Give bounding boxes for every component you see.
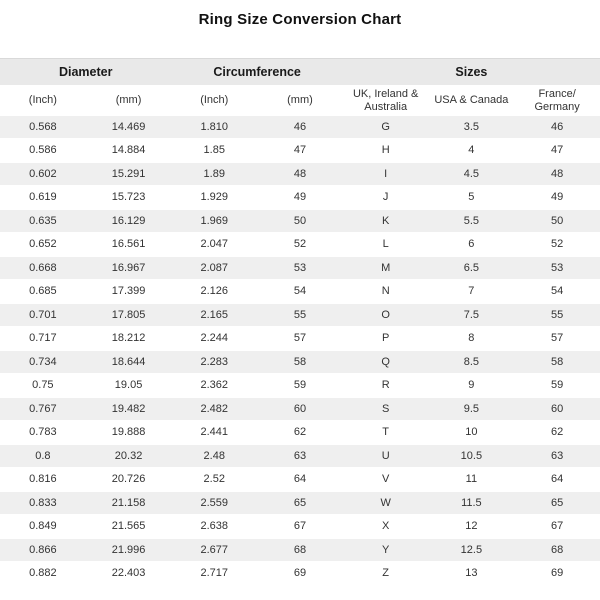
table-row (0, 444, 600, 468)
table-cell: 16.129 (86, 209, 172, 233)
table-cell: N (343, 280, 429, 304)
table-cell: 0.602 (0, 162, 86, 186)
table-row (0, 491, 600, 515)
table-cell: 10 (429, 421, 515, 445)
table-cell: 65 (514, 491, 600, 515)
table-cell: 12.5 (429, 538, 515, 562)
col-header-france-germany: France/ Germany (514, 85, 600, 116)
table-cell: 8.5 (429, 350, 515, 374)
table-row (0, 209, 600, 233)
table-row (0, 327, 600, 351)
table-cell: 60 (514, 397, 600, 421)
table-cell: 1.969 (171, 209, 257, 233)
table-cell: 15.291 (86, 162, 172, 186)
table-cell: 2.362 (171, 374, 257, 398)
table-cell: 2.126 (171, 280, 257, 304)
table-cell: T (343, 421, 429, 445)
table-cell: Y (343, 538, 429, 562)
table-cell: 59 (257, 374, 343, 398)
table-cell: Z (343, 562, 429, 586)
table-cell: 16.561 (86, 233, 172, 257)
table-cell: 55 (514, 303, 600, 327)
table-row (0, 256, 600, 280)
page-title: Ring Size Conversion Chart (198, 11, 402, 28)
table-cell: 2.283 (171, 350, 257, 374)
table-cell: 0.568 (0, 116, 86, 139)
table-cell: 2.165 (171, 303, 257, 327)
table-row (0, 468, 600, 492)
table-cell: 18.644 (86, 350, 172, 374)
table-cell: 2.677 (171, 538, 257, 562)
table-cell: 9.5 (429, 397, 515, 421)
table-row (0, 162, 600, 186)
table-body (0, 116, 600, 585)
table-cell: V (343, 468, 429, 492)
table-cell: U (343, 444, 429, 468)
table-cell: 2.047 (171, 233, 257, 257)
table-cell: 0.668 (0, 256, 86, 280)
table-cell: 5 (429, 186, 515, 210)
table-cell: 2.48 (171, 444, 257, 468)
table-cell: 59 (514, 374, 600, 398)
group-header-sizes: Sizes (343, 59, 600, 86)
table-cell: 58 (514, 350, 600, 374)
table-cell: 4 (429, 139, 515, 163)
table-cell: H (343, 139, 429, 163)
table-cell: 17.805 (86, 303, 172, 327)
table-cell: 46 (514, 116, 600, 139)
table-cell: 54 (257, 280, 343, 304)
table-cell: 63 (257, 444, 343, 468)
table-cell: 0.586 (0, 139, 86, 163)
table-cell: P (343, 327, 429, 351)
table-cell: 6.5 (429, 256, 515, 280)
table-cell: M (343, 256, 429, 280)
table-cell: 62 (257, 421, 343, 445)
table-cell: R (343, 374, 429, 398)
col-header-circumference-inch: (Inch) (171, 85, 257, 116)
col-header-diameter-mm: (mm) (86, 85, 172, 116)
table-cell: Q (343, 350, 429, 374)
table-cell: 0.767 (0, 397, 86, 421)
table-cell: 53 (257, 256, 343, 280)
table-cell: 2.559 (171, 491, 257, 515)
table-cell: 67 (257, 515, 343, 539)
table-cell: 3.5 (429, 116, 515, 139)
table-cell: J (343, 186, 429, 210)
table-cell: 0.717 (0, 327, 86, 351)
col-header-usa-canada: USA & Canada (429, 85, 515, 116)
table-row (0, 397, 600, 421)
table-cell: L (343, 233, 429, 257)
table-cell: 69 (257, 562, 343, 586)
col-header-diameter-inch: (Inch) (0, 85, 86, 116)
table-cell: 57 (257, 327, 343, 351)
table-row (0, 538, 600, 562)
table-cell: 47 (514, 139, 600, 163)
table-cell: 12 (429, 515, 515, 539)
table-cell: 69 (514, 562, 600, 586)
table-row (0, 186, 600, 210)
table-cell: 62 (514, 421, 600, 445)
table-cell: 2.441 (171, 421, 257, 445)
table-cell: 19.482 (86, 397, 172, 421)
table-cell: 53 (514, 256, 600, 280)
table-cell: 1.85 (171, 139, 257, 163)
table-cell: 20.726 (86, 468, 172, 492)
table-cell: 7.5 (429, 303, 515, 327)
table-cell: 0.849 (0, 515, 86, 539)
table-cell: 21.158 (86, 491, 172, 515)
table-cell: 18.212 (86, 327, 172, 351)
table-cell: 11.5 (429, 491, 515, 515)
table-cell: 2.717 (171, 562, 257, 586)
table-cell: 15.723 (86, 186, 172, 210)
table-cell: 50 (514, 209, 600, 233)
table-cell: 68 (514, 538, 600, 562)
table-cell: 0.75 (0, 374, 86, 398)
table-cell: 9 (429, 374, 515, 398)
table-cell: 0.619 (0, 186, 86, 210)
table-cell: 0.652 (0, 233, 86, 257)
col-header-uk-ireland-australia: UK, Ireland & Australia (343, 85, 429, 116)
table-cell: 47 (257, 139, 343, 163)
table-cell: 0.816 (0, 468, 86, 492)
table-cell: 0.685 (0, 280, 86, 304)
table-row (0, 233, 600, 257)
table-row (0, 350, 600, 374)
table-row (0, 116, 600, 139)
table-row (0, 303, 600, 327)
table-cell: 46 (257, 116, 343, 139)
table-cell: 7 (429, 280, 515, 304)
table-cell: 11 (429, 468, 515, 492)
table-cell: 50 (257, 209, 343, 233)
table-cell: 63 (514, 444, 600, 468)
table-cell: 60 (257, 397, 343, 421)
table-cell: 2.638 (171, 515, 257, 539)
ring-size-conversion-table (0, 58, 600, 586)
table-cell: 0.701 (0, 303, 86, 327)
table-header (0, 59, 600, 117)
table-cell: 0.783 (0, 421, 86, 445)
col-header-circumference-mm: (mm) (257, 85, 343, 116)
table-cell: 21.565 (86, 515, 172, 539)
table-cell: 2.482 (171, 397, 257, 421)
table-cell: 0.734 (0, 350, 86, 374)
table-cell: 48 (257, 162, 343, 186)
table-cell: 19.888 (86, 421, 172, 445)
table-cell: 2.52 (171, 468, 257, 492)
group-header-circumference: Circumference (171, 59, 342, 86)
table-cell: 55 (257, 303, 343, 327)
table-cell: 52 (257, 233, 343, 257)
table-cell: 21.996 (86, 538, 172, 562)
table-row (0, 421, 600, 445)
group-header-row (0, 59, 600, 86)
table-cell: 67 (514, 515, 600, 539)
table-cell: 68 (257, 538, 343, 562)
table-cell: 8 (429, 327, 515, 351)
table-cell: 19.05 (86, 374, 172, 398)
table-cell: O (343, 303, 429, 327)
table-cell: 22.403 (86, 562, 172, 586)
table-cell: 64 (514, 468, 600, 492)
table-cell: 0.833 (0, 491, 86, 515)
table-cell: 0.635 (0, 209, 86, 233)
table-cell: G (343, 116, 429, 139)
table-cell: 54 (514, 280, 600, 304)
table-cell: 0.866 (0, 538, 86, 562)
table-cell: 52 (514, 233, 600, 257)
table-cell: 2.244 (171, 327, 257, 351)
table-cell: K (343, 209, 429, 233)
table-cell: 13 (429, 562, 515, 586)
group-header-diameter: Diameter (0, 59, 171, 86)
table-cell: 49 (257, 186, 343, 210)
table-cell: 16.967 (86, 256, 172, 280)
table-cell: S (343, 397, 429, 421)
table-cell: 1.89 (171, 162, 257, 186)
table-cell: 14.469 (86, 116, 172, 139)
table-row (0, 280, 600, 304)
table-cell: 57 (514, 327, 600, 351)
table-cell: 65 (257, 491, 343, 515)
table-cell: 5.5 (429, 209, 515, 233)
table-row (0, 139, 600, 163)
table-cell: 4.5 (429, 162, 515, 186)
table-cell: 6 (429, 233, 515, 257)
table-cell: 20.32 (86, 444, 172, 468)
table-cell: 1.810 (171, 116, 257, 139)
table-cell: 2.087 (171, 256, 257, 280)
table-cell: 64 (257, 468, 343, 492)
table-cell: 0.8 (0, 444, 86, 468)
table-row (0, 374, 600, 398)
table-cell: 17.399 (86, 280, 172, 304)
table-row (0, 562, 600, 586)
table-cell: W (343, 491, 429, 515)
table-cell: 0.882 (0, 562, 86, 586)
table-cell: 14.884 (86, 139, 172, 163)
table-cell: 49 (514, 186, 600, 210)
table-cell: 1.929 (171, 186, 257, 210)
table-row (0, 515, 600, 539)
table-cell: 10.5 (429, 444, 515, 468)
table-cell: 58 (257, 350, 343, 374)
sub-header-row (0, 85, 600, 116)
table-cell: 48 (514, 162, 600, 186)
table-cell: I (343, 162, 429, 186)
table-cell: X (343, 515, 429, 539)
